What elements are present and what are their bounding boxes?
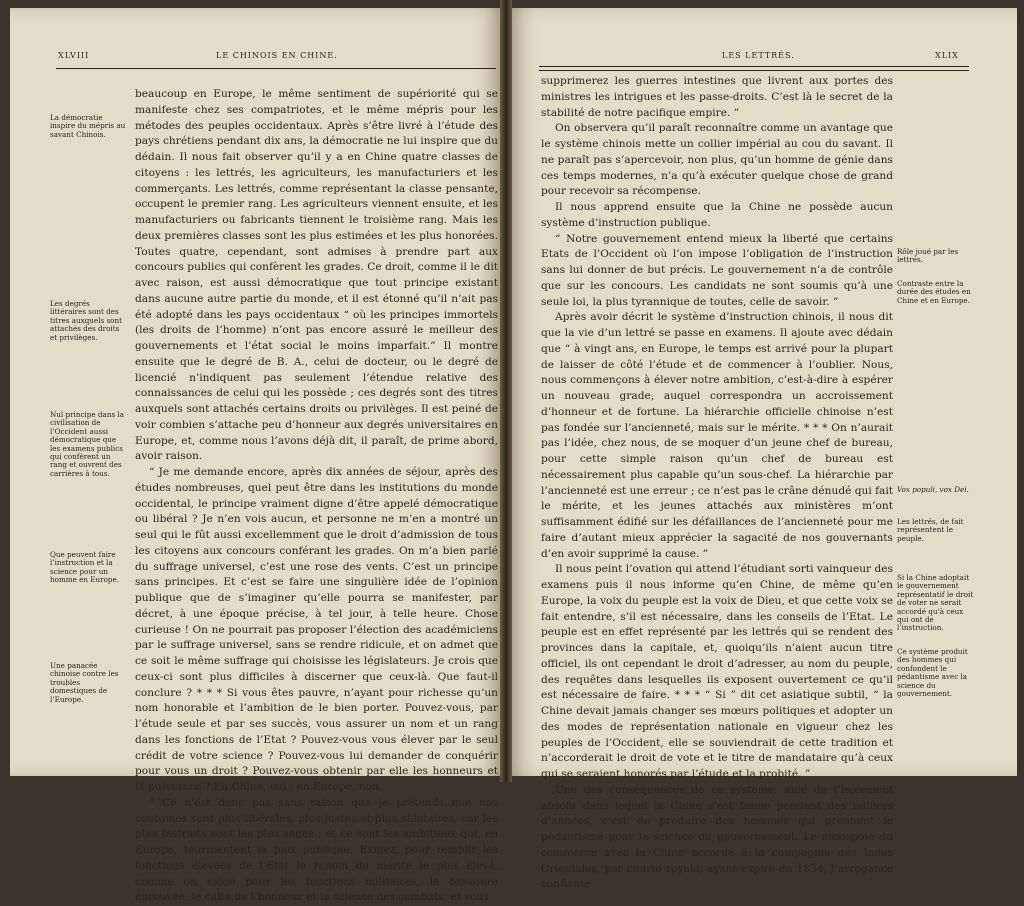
marginal-note: Rôle joué par les lettrés.	[897, 247, 959, 265]
page-number-left: XLVIII	[58, 51, 90, 60]
paragraph: beaucoup en Europe, le même sentiment de supériorité qui se manifeste chez ses compatriotes, et le même mépris pour les métodes des peuples occidentaux. Après s’être livré à l’étude des pays chrétiens pendant dix ans, la démocratie ne lui inspire que du dédain. Il nous fait observer qu’il y a en Chine quatre classes de citoyens : les lettrés, les agriculteurs, les manufacturiers et les commerçants. Les lettrés, comme représentant la classe pensante, occupent le premier rang. Les agriculteurs viennent ensuite, et les manufacturiers ou fabricants tiennent le troisième rang. Mais les deux premières classes sont les plus estimées et les plus honorées. Toutes quatre, cependant, sont admises à prendre part aux concours publics qui confèrent les grades. Ce droit, comme il le dit avec raison, est aussi démocratique que tout principe existant dans aucune autre partie du monde, et il est étonné qu’il n’ait pas été adopté dans les pays occidentaux “ où les principes immortels (les droits de l’homme) n’ont pas encore assuré le meilleur des gouvernements et l’état social le moins imparfait.” Il montre ensuite que le degré de B. A., celui de docteur, ou le degré de licencié n’indiquent pas seulement l’étendue relative des connaissances de celui qui les possède ; ces degrés sont des titres auxquels sont attachés certains droits ou privilèges. Il est peiné de voir combien s’attache peu d’honneur aux degrés universitaires en Europe, et, comme nous l’avons déjà dit, il paraît, de prime abord, avoir raison.	[135, 88, 498, 463]
paragraph: “ Je me demande encore, après dix années de séjour, après des études nombreuses, quel peut être dans les institutions du monde occidental, le principe vraiment digne d’être appelé démocratique ou libéral ? Je n’en vois aucun, et personne ne m’en a montré un seul qui le fût aussi excellemment que le droit d’admission de tous les citoyens aux concours conférant les grades. On m’a bien parlé du suffrage universel, c’est une rose des vents. C’est un principe sans principes. Et c’est se faire une singulière idée de l’opinion publique que de s’imaginer qu’elle pourra se manifester, par décret, à une époque précise, à tel jour, à telle heure. Chose curieuse ! On ne pourrait pas proposer l’élection des académiciens par le suffrage universel, sans se rendre ridicule, et on admet que ce soit le même suffrage qui choisisse les législateurs. Je crois que ceux-ci sont plus difficiles à discerner que ceux-là. Que faut-il conclure ? * * * Si vous êtes pauvre, n’ayant pour richesse qu’un nom honorable et l’ambition de le bien porter. Pouvez-vous, par l’étude seule et par ses succès, vous assurer un nom et un rang dans les fonctions de l’Etat ? Pouvez-vous vous élever par le seul crédit de votre science ? Pouvez-vous lui demander de conquérir pour vous un droit ? Pouvez-vous obtenir par elle les honneurs et la puissance ? En Chine, oui ; en Europe, non.	[135, 466, 498, 793]
marginal-note: Les degrés littéraires sont des titres auxquels sont attachés des droits et privilèges.	[50, 299, 122, 342]
marginal-note: Nul principe dans la civilisation de l’Occident aussi démocratique que les examens publics qui confèrent un rang et ouvrent des carrières à tous.	[50, 410, 125, 478]
marginal-note: Vox populi, vox Dei.	[897, 485, 969, 494]
header-rule-left	[56, 68, 496, 69]
paragraph: Une des conséquences de ce système, aidé de l’isolement absolu dans lequel la Chine s’est tenue pendant des milliers d’années, c’est de produire des hommes qui prennent le pédantisme pour la science du gouvernement. Le monopole du commerce avec la Chine accordé à la compagnie des Indes Orientales, par charte royale, ayant expiré en 1834, l’arrogance confiante	[541, 783, 893, 891]
paragraph: Il nous peint l’ovation qui attend l’étudiant sorti vainqueur des examens puis il nous informe qu’en Chine, de même qu’en Europe, la voix du peuple est la voix de Dieu, et que cette voix se fait entendre, s’il est nécessaire, dans les conseils de l’Etat. Le peuple est en effet représenté par les lettrés qui se rendent des provinces dans la capitale, et, quoiqu’ils n’aient aucun titre officiel, ils ont cependant le droit d’adresser, au nom du peuple, des requêtes dans lesquelles ils exposent ouvertement ce qu’il est nécessaire de faire. * * * “ Si ” dit cet asiatique subtil, “ la Chine devait jamais changer ses mœurs politiques et adopter un des modes de représentation nationale en vigueur chez les peuples de l’Occident, elle se souviendrait de cette tradition et n’accorderait le droit de vote et le titre de mandataire qu’à ceux qui se seraient honorés par l’étude et la probité. ”	[541, 563, 893, 780]
paragraph: “ Ce n’est donc pas sans raison que je prétends que nos coutumes sont plus libérales, plus justes et plus salutaires, car les plus instruits sont les plus sages ; et ce sont les ambitieux qui, en Europe, tourmentent la paix publique. Exigez, pour remplir les fonctions élevées de l’Etat le renom du mérite le plus élevé, comme on exige pour les fonctions militaires, la bravoure éprouvée, le culte de l’honneur et la science des combats, et vous	[135, 796, 498, 904]
marginal-note: Une panacée chinoise contre les troubles domestiques de l’Europe.	[50, 661, 119, 704]
paragraph: supprimerez les guerres intestines que livrent aux portes des ministres les intrigues et les passe-droits. C’est là le secret de la stabilité de notre pacifique empire. ”	[541, 75, 893, 119]
paragraph: “ Notre gouvernement entend mieux la liberté que certains Etats de l’Occident où l’on impose l’obligation de l’instruction sans lui donner de but précis. Le gouvernement n’a de contrôle que sur les concours. Les candidats ne sont soumis qu’à une seule loi, la plus tyrannique de toutes, celle de savoir. ”	[541, 232, 893, 308]
marginal-note: Si la Chine adoptait le gouvernement représentatif le droit de voter ne serait accordé qu’à ceux qui ont de l’instruction.	[897, 573, 974, 633]
header-rule-right	[539, 66, 969, 67]
page-number-right: XLIX	[935, 51, 959, 60]
right-page	[507, 8, 1017, 891]
marginal-note: Ce système produit des hommes qui confondent le pédantisme avec la science du gouvernement.	[897, 647, 968, 699]
running-title-right: LES LETTRÉS.	[722, 51, 795, 60]
marginal-note: Contraste entre la durée des études en Chine et en Europe.	[897, 279, 971, 305]
left-page	[10, 8, 505, 904]
marginal-note: Que peuvent faire l’instruction et la science pour un homme en Europe.	[50, 550, 120, 585]
left-body-text	[135, 87, 498, 906]
right-body-text	[541, 74, 893, 893]
book-gutter	[500, 0, 512, 782]
marginal-note: La démocratie inspire du mépris au savant Chinois.	[50, 113, 126, 139]
paragraph: On observera qu’il paraît reconnaître comme un avantage que le système chinois mette un collier impérial au cou du savant. Il ne paraît pas s’apercevoir, non plus, qu’un homme de génie dans ces temps modernes, n’a qu’à exécuter quelque chose de grand pour recevoir sa récompense.	[541, 122, 893, 198]
paragraph: Il nous apprend ensuite que la Chine ne possède aucun système d’instruction publique.	[541, 201, 893, 229]
marginal-note: Les lettrés, de fait représentent le peuple.	[897, 517, 964, 543]
running-title-left: LE CHINOIS EN CHINE.	[216, 51, 338, 60]
header-rule-right-thin	[539, 70, 969, 71]
paragraph: Après avoir décrit le système d’instruction chinois, il nous dit que la vie d’un lettré se passe en examens. Il ajoute avec dédain que “ à vingt ans, en Europe, le temps est arrivé pour la plupart de laisser de côté l’étude et de commencer à l’oublier. Nous, nous commençons à élever notre ambition, c’est-à-dire à espérer un nouveau grade, auquel correspondra un accroissement d’honneur et de fortune. La hiérarchie officielle chinoise n’est pas fondée sur l’ancienneté, mais sur le mérite. * * * On n’aurait pas l’idée, chez nous, de se moquer d’un jeune chef de bureau, pour cette simple raison qu’un chef de bureau est nécessairement plus capable qu’un sous-chef. La hiérarchie par l’ancienneté est une erreur ; ce n’est pas le crâne dénudé qui fait le mérite, et les jeunes attachés aux ministères m’ont suffisamment édifié sur les défaillances de l’ancienneté pour me faire d’autant mieux apprécier la sagacité de nos gouvernants d’en avoir supprimé la cause. ”	[541, 311, 893, 560]
